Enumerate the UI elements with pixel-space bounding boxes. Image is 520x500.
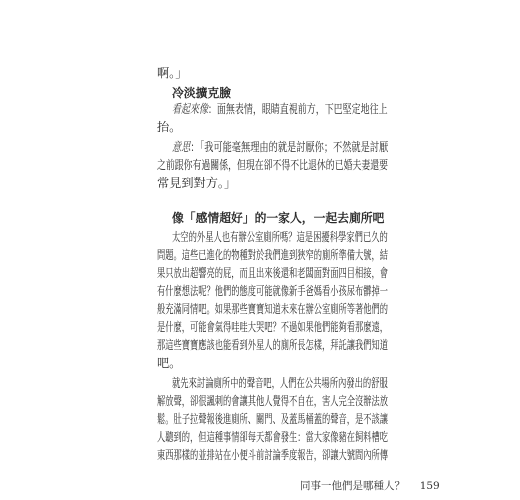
text-line: 有什麼想法呢？他們的態度可能就像新手爸媽看小孩尿布髒掉一 <box>157 284 389 298</box>
text-line <box>172 139 388 155</box>
text-line: 之前跟你有過關係，但現在卻不得不比退休的已婚夫妻還要 <box>157 158 389 172</box>
text-line: 人聽到的，但這種事情卻每天都會發生：當大家像豬在飼料槽吃 <box>157 430 389 444</box>
text-line: 常見到對方。」 <box>157 176 237 190</box>
term-definition: ：面無表情，眼睛直視前方，下巴堅定地往上 <box>207 102 388 116</box>
term-definition: ：「我可能毫無理由的就是討厭你；不然就是討厭 <box>190 140 389 154</box>
section-heading: 像「感情超好」的一家人，一起去廁所吧 <box>172 211 385 225</box>
text-line: 抬。 <box>157 120 182 134</box>
section-heading: 冷淡擴克臉 <box>172 86 231 100</box>
text-line: 解放聲，卻很諷刺的會讓其他人覺得不自在，害人完全沒辦法放 <box>157 394 389 408</box>
term-label: 看起來像 <box>172 102 208 116</box>
text-line: 就先來討論廁所中的聲音吧，人們在公共場所內發出的舒服 <box>172 376 388 390</box>
text-line: 般充滿同情吧。如果那些寶寶知道未來在辦公室廁所等著他們的 <box>157 302 389 316</box>
text-line: 是什麼，可能會氣得哇哇大哭吧？不過如果他們能夠看那麼遠， <box>157 320 389 334</box>
text-line <box>172 101 388 117</box>
text-line: 啊。」 <box>157 66 188 80</box>
text-line: 東西那樣的並排站在小便斗前討論季度報告，卻讓大號間內所傳 <box>157 448 389 462</box>
running-footer <box>300 479 440 493</box>
text-line: 那這些寶寶應該也能看到外星人的廁所長怎樣，拜託讓我們知道 <box>157 338 389 352</box>
text-line: 吧。 <box>157 356 182 370</box>
term-label: 意思 <box>172 140 191 154</box>
text-line: 太空的外星人也有辦公室廁所嗎？這是困擾科學家們已久的 <box>172 230 388 244</box>
text-line: 問題。這些已進化的物種對於我們進到狹窄的廁所準備大號，結 <box>157 248 389 262</box>
page-number: 159 <box>419 480 440 492</box>
text-line: 鬆。肚子拉聲報後進廁所、關門、及蓋馬桶蓋的聲音，是不該讓 <box>157 412 389 426</box>
running-title: 同事一他們是哪種人？ <box>300 480 405 492</box>
text-line: 果只放出超響亮的屁，而且出來後還和老闆面對面四目相接，會 <box>157 266 389 280</box>
